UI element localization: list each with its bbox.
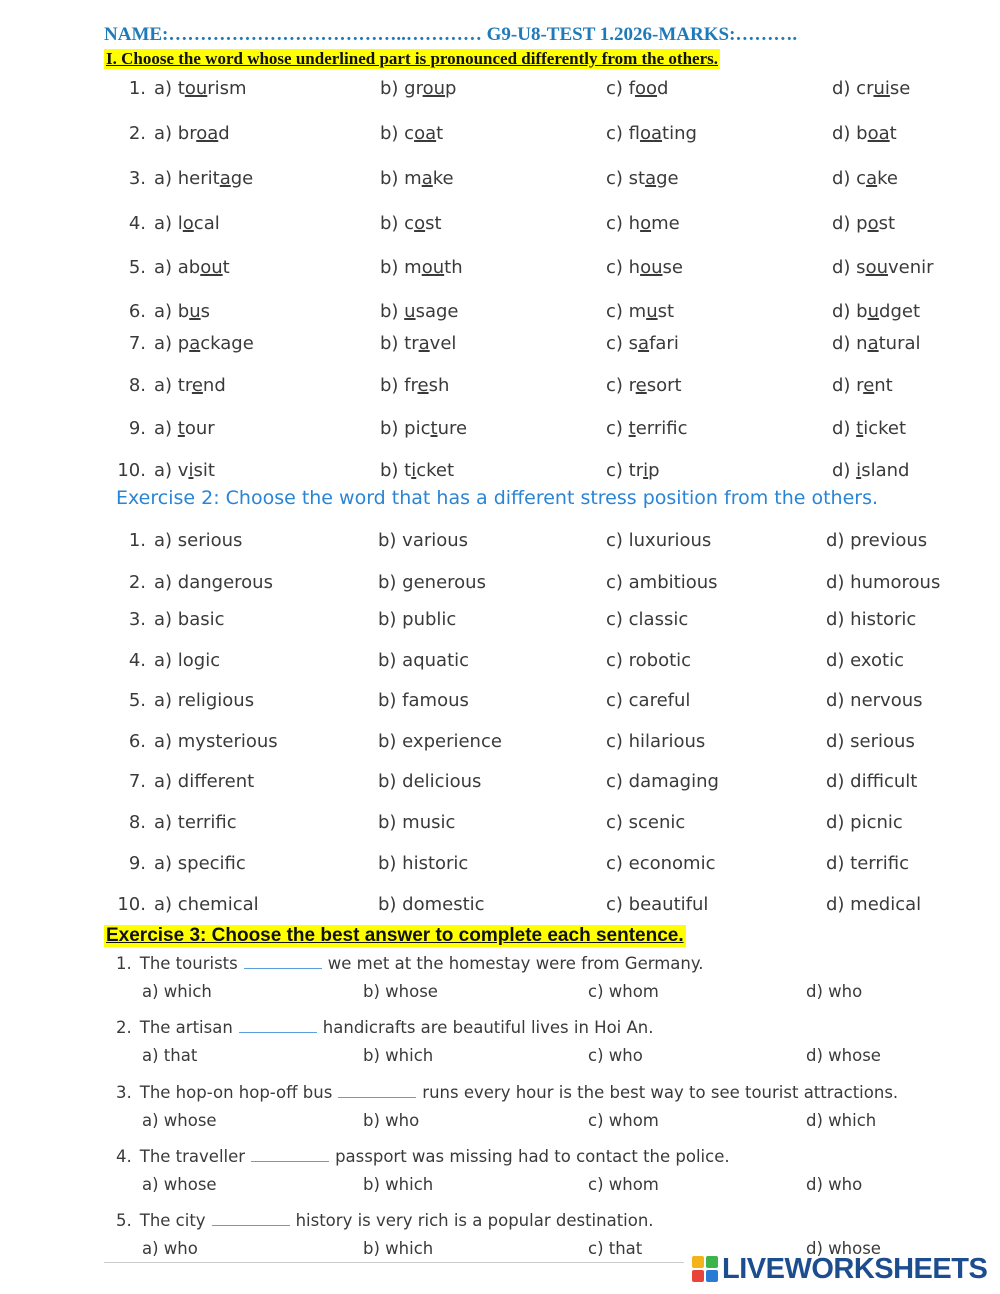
- underlined-part: a: [418, 333, 430, 354]
- worksheet-header: NAME:………………………………..………… G9-U8-TEST 1.2026-MARKS:……….: [104, 24, 798, 45]
- question-number: 2.: [128, 123, 146, 144]
- section1-row: [0, 213, 1000, 237]
- section2-row: [0, 609, 1000, 633]
- option-d[interactable]: d) souvenir: [832, 257, 934, 278]
- underlined-part: o: [867, 213, 879, 234]
- section1-row: [0, 375, 1000, 399]
- option-b[interactable]: b) cost: [380, 213, 442, 234]
- underlined-part: a: [638, 333, 650, 354]
- option-a[interactable]: a) about: [154, 257, 230, 278]
- option-d[interactable]: d) difficult: [826, 771, 918, 792]
- option-b[interactable]: b) usage: [380, 301, 459, 322]
- option-d[interactable]: d) rent: [832, 375, 893, 396]
- option-c[interactable]: c) careful: [606, 690, 691, 711]
- liveworksheets-logo: [692, 1252, 987, 1286]
- option-a[interactable]: a) tourism: [154, 78, 247, 99]
- option-b[interactable]: b) various: [378, 530, 469, 551]
- question-number: 7.: [128, 333, 146, 354]
- option-c[interactable]: c) food: [606, 78, 669, 99]
- question-number: 6.: [128, 731, 146, 752]
- option-b[interactable]: b) famous: [378, 690, 469, 711]
- underlined-part: u: [646, 301, 658, 322]
- underlined-part: ou: [421, 257, 445, 278]
- option-c[interactable]: c) classic: [606, 609, 689, 630]
- underlined-part: ou: [422, 78, 446, 99]
- option-d[interactable]: d) who: [806, 1175, 863, 1194]
- section2-row: [0, 731, 1000, 755]
- option-b[interactable]: b) which: [363, 1239, 434, 1258]
- section2-row: [0, 853, 1000, 877]
- option-c[interactable]: c) robotic: [606, 650, 692, 671]
- option-b[interactable]: b) travel: [380, 333, 457, 354]
- logo-square: [692, 1270, 704, 1282]
- question-number: 9.: [128, 853, 146, 874]
- option-b[interactable]: b) experience: [378, 731, 502, 752]
- underlined-part: o: [182, 213, 194, 234]
- answer-blank[interactable]: [244, 954, 322, 969]
- logo-text: LIVEWORKSHEETS: [722, 1252, 988, 1285]
- question-number: 3.: [116, 1083, 132, 1102]
- option-a[interactable]: a) visit: [154, 460, 215, 481]
- underlined-part: oa: [196, 123, 219, 144]
- option-a[interactable]: a) chemical: [154, 894, 259, 915]
- option-a[interactable]: a) bus: [154, 301, 211, 322]
- question-number: 9.: [128, 418, 146, 439]
- section3-title: Exercise 3: Choose the best answer to complete each sentence.: [106, 925, 684, 946]
- section2-row: [0, 572, 1000, 596]
- option-c[interactable]: c) who: [588, 1046, 643, 1065]
- underlined-part: i: [188, 460, 194, 481]
- option-b[interactable]: b) public: [378, 609, 457, 630]
- option-c[interactable]: c) stage: [606, 168, 679, 189]
- section2-row: [0, 771, 1000, 795]
- option-a[interactable]: a) serious: [154, 530, 243, 551]
- option-a[interactable]: a) different: [154, 771, 255, 792]
- option-c[interactable]: c) whom: [588, 1175, 659, 1194]
- underlined-part: ou: [640, 257, 663, 278]
- question-number: 7.: [128, 771, 146, 792]
- underlined-part: e: [417, 375, 429, 396]
- option-a[interactable]: a) whose: [142, 1175, 217, 1194]
- option-b[interactable]: b) ticket: [380, 460, 455, 481]
- underlined-part: i: [856, 460, 862, 481]
- option-d[interactable]: d) natural: [832, 333, 921, 354]
- logo-square: [706, 1270, 718, 1282]
- underlined-part: a: [867, 333, 879, 354]
- option-d[interactable]: d) which: [806, 1111, 877, 1130]
- question-number: 4.: [116, 1147, 132, 1166]
- option-c[interactable]: c) must: [606, 301, 675, 322]
- option-d[interactable]: d) previous: [826, 530, 928, 551]
- option-c[interactable]: c) floating: [606, 123, 697, 144]
- underlined-part: t: [430, 418, 438, 439]
- underlined-part: e: [191, 375, 203, 396]
- option-a[interactable]: a) that: [142, 1046, 198, 1065]
- underlined-part: a: [189, 333, 201, 354]
- option-b[interactable]: b) generous: [378, 572, 486, 593]
- option-a[interactable]: a) heritage: [154, 168, 254, 189]
- option-b[interactable]: b) delicious: [378, 771, 482, 792]
- question-stem: 2. The artisan handicrafts are beautiful lives in Hoi An.: [116, 1018, 654, 1037]
- question-number: 4.: [128, 213, 146, 234]
- option-d[interactable]: d) whose: [806, 1046, 881, 1065]
- option-a[interactable]: a) specific: [154, 853, 246, 874]
- question-number: 5.: [128, 690, 146, 711]
- underlined-part: ou: [865, 257, 888, 278]
- option-b[interactable]: b) who: [363, 1111, 420, 1130]
- question-number: 10.: [117, 460, 146, 481]
- underlined-part: ui: [873, 78, 890, 99]
- question-number: 3.: [128, 168, 146, 189]
- question-number: 8.: [128, 812, 146, 833]
- underlined-part: i: [643, 460, 649, 481]
- option-b[interactable]: b) which: [363, 1175, 434, 1194]
- option-b[interactable]: b) mouth: [380, 257, 463, 278]
- option-c[interactable]: c) that: [588, 1239, 643, 1258]
- question-number: 6.: [128, 301, 146, 322]
- underlined-part: oa: [867, 123, 890, 144]
- option-a[interactable]: a) dangerous: [154, 572, 273, 593]
- underlined-part: a: [866, 168, 878, 189]
- section1-row: [0, 460, 1000, 484]
- option-a[interactable]: a) package: [154, 333, 254, 354]
- option-b[interactable]: b) historic: [378, 853, 469, 874]
- option-a[interactable]: a) terrific: [154, 812, 237, 833]
- option-d[interactable]: d) exotic: [826, 650, 904, 671]
- option-a[interactable]: a) logic: [154, 650, 221, 671]
- question-number: 1.: [116, 954, 132, 973]
- section2-row: [0, 690, 1000, 714]
- underlined-part: a: [421, 168, 433, 189]
- question-number: 1.: [128, 530, 146, 551]
- underlined-part: a: [219, 168, 231, 189]
- option-a[interactable]: a) who: [142, 1239, 198, 1258]
- option-b[interactable]: b) coat: [380, 123, 444, 144]
- section1-row: [0, 301, 1000, 325]
- underlined-part: t: [856, 418, 864, 439]
- option-b[interactable]: b) music: [378, 812, 456, 833]
- underlined-part: e: [863, 375, 875, 396]
- option-a[interactable]: a) mysterious: [154, 731, 278, 752]
- question-number: 2.: [116, 1018, 132, 1037]
- option-d[interactable]: d) picnic: [826, 812, 903, 833]
- footer-divider: [104, 1262, 684, 1263]
- option-d[interactable]: d) post: [832, 213, 896, 234]
- option-b[interactable]: b) which: [363, 1046, 434, 1065]
- underlined-part: ou: [184, 78, 208, 99]
- option-c[interactable]: c) ambitious: [606, 572, 718, 593]
- answer-blank[interactable]: [338, 1083, 416, 1098]
- option-a[interactable]: a) local: [154, 213, 220, 234]
- option-a[interactable]: a) religious: [154, 690, 255, 711]
- question-number: 5.: [116, 1211, 132, 1230]
- option-d[interactable]: d) medical: [826, 894, 922, 915]
- option-c[interactable]: c) luxurious: [606, 530, 712, 551]
- option-a[interactable]: a) whose: [142, 1111, 217, 1130]
- question-number: 4.: [128, 650, 146, 671]
- option-d[interactable]: d) who: [806, 982, 863, 1001]
- option-b[interactable]: b) domestic: [378, 894, 485, 915]
- option-c[interactable]: c) whom: [588, 982, 659, 1001]
- option-d[interactable]: d) historic: [826, 609, 917, 630]
- underlined-part: a: [645, 168, 657, 189]
- option-b[interactable]: b) group: [380, 78, 457, 99]
- question-number: 8.: [128, 375, 146, 396]
- section1-row: [0, 123, 1000, 147]
- option-c[interactable]: c) trip: [606, 460, 660, 481]
- underlined-part: ou: [200, 257, 223, 278]
- option-d[interactable]: d) whose: [806, 1239, 881, 1258]
- section2-row: [0, 812, 1000, 836]
- option-c[interactable]: c) safari: [606, 333, 679, 354]
- answer-blank[interactable]: [239, 1018, 317, 1033]
- section2-row: [0, 894, 1000, 918]
- question-number: 10.: [117, 894, 146, 915]
- option-c[interactable]: c) hilarious: [606, 731, 706, 752]
- option-b[interactable]: b) fresh: [380, 375, 450, 396]
- question-number: 1.: [128, 78, 146, 99]
- section1-row: [0, 257, 1000, 281]
- section1-title: I. Choose the word whose underlined part is pronounced differently from the others.: [106, 49, 719, 68]
- option-d[interactable]: d) cake: [832, 168, 898, 189]
- question-stem: 5. The city history is very rich is a popular destination.: [116, 1211, 654, 1230]
- underlined-part: u: [189, 301, 201, 322]
- logo-square: [706, 1256, 718, 1268]
- option-a[interactable]: a) trend: [154, 375, 226, 396]
- underlined-part: u: [404, 301, 416, 322]
- underlined-part: oa: [414, 123, 437, 144]
- option-a[interactable]: a) basic: [154, 609, 225, 630]
- underlined-part: o: [640, 213, 652, 234]
- option-d[interactable]: d) boat: [832, 123, 897, 144]
- option-d[interactable]: d) cruise: [832, 78, 911, 99]
- option-d[interactable]: d) humorous: [826, 572, 941, 593]
- option-b[interactable]: b) make: [380, 168, 454, 189]
- option-d[interactable]: d) budget: [832, 301, 921, 322]
- option-a[interactable]: a) which: [142, 982, 212, 1001]
- question-number: 2.: [128, 572, 146, 593]
- underlined-part: t: [628, 418, 636, 439]
- section1-row: [0, 78, 1000, 102]
- underlined-part: o: [414, 213, 426, 234]
- option-d[interactable]: d) terrific: [826, 853, 910, 874]
- question-stem: 3. The hop-on hop-off bus runs every hour is the best way to see tourist attractions.: [116, 1083, 899, 1102]
- question-stem: 4. The traveller passport was missing had to contact the police.: [116, 1147, 730, 1166]
- option-c[interactable]: c) economic: [606, 853, 716, 874]
- option-c[interactable]: c) resort: [606, 375, 682, 396]
- section1-row: [0, 333, 1000, 357]
- logo-mark-icon: [692, 1256, 718, 1282]
- option-a[interactable]: a) tour: [154, 418, 215, 439]
- option-c[interactable]: c) scenic: [606, 812, 686, 833]
- section1-row: [0, 168, 1000, 192]
- option-c[interactable]: c) whom: [588, 1111, 659, 1130]
- option-d[interactable]: d) ticket: [832, 418, 907, 439]
- section1-row: [0, 418, 1000, 442]
- section2-row: [0, 530, 1000, 554]
- option-a[interactable]: a) broad: [154, 123, 230, 144]
- underlined-part: u: [867, 301, 880, 322]
- section2-title: Exercise 2: Choose the word that has a different stress position from the others.: [116, 487, 879, 509]
- option-b[interactable]: b) picture: [380, 418, 468, 439]
- underlined-part: i: [411, 460, 417, 481]
- option-d[interactable]: d) nervous: [826, 690, 923, 711]
- underlined-part: oa: [639, 123, 663, 144]
- underlined-part: e: [635, 375, 647, 396]
- option-d[interactable]: d) island: [832, 460, 910, 481]
- underlined-part: t: [177, 418, 185, 439]
- question-number: 3.: [128, 609, 146, 630]
- question-number: 5.: [128, 257, 146, 278]
- logo-square: [692, 1256, 704, 1268]
- option-b[interactable]: b) aquatic: [378, 650, 470, 671]
- option-c[interactable]: c) house: [606, 257, 683, 278]
- option-b[interactable]: b) whose: [363, 982, 438, 1001]
- option-d[interactable]: d) serious: [826, 731, 915, 752]
- option-c[interactable]: c) home: [606, 213, 680, 234]
- option-c[interactable]: c) terrific: [606, 418, 688, 439]
- underlined-part: oo: [634, 78, 658, 99]
- option-c[interactable]: c) damaging: [606, 771, 719, 792]
- question-stem: 1. The tourists we met at the homestay were from Germany.: [116, 954, 704, 973]
- answer-blank[interactable]: [212, 1211, 290, 1226]
- section2-row: [0, 650, 1000, 674]
- option-c[interactable]: c) beautiful: [606, 894, 709, 915]
- answer-blank[interactable]: [251, 1147, 329, 1162]
